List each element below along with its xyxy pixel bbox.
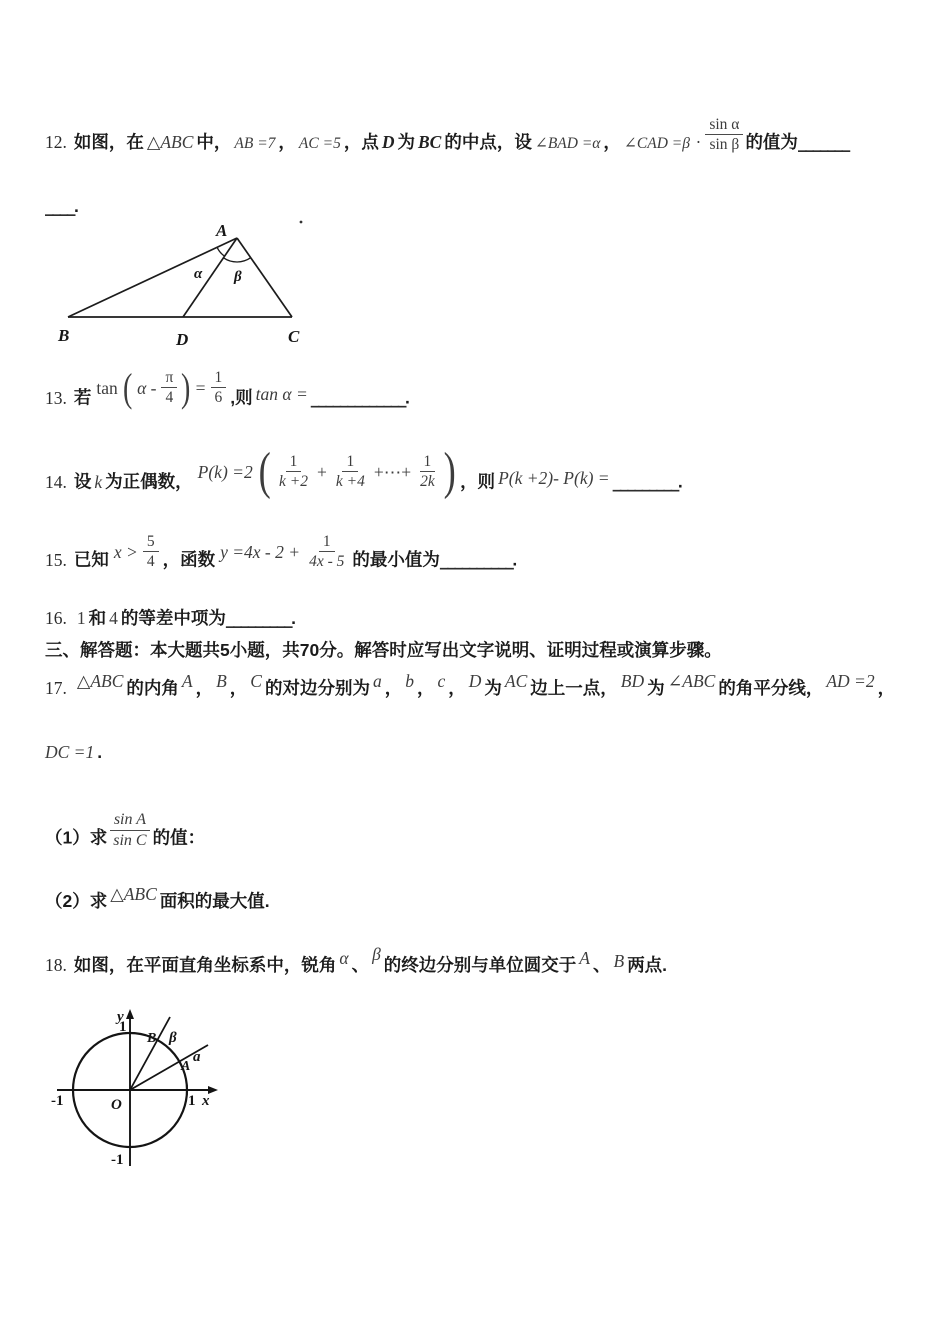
problem-18-line <box>45 944 668 977</box>
math-run: D <box>468 671 482 691</box>
tick-label-1-right: 1 <box>188 1093 196 1109</box>
text-run: . <box>74 196 79 216</box>
side-ab <box>68 238 237 317</box>
point-label-a: A <box>181 1059 191 1074</box>
fraction-denominator: k +4 <box>335 473 365 491</box>
x-axis-label: x <box>202 1093 210 1109</box>
angle-arc-alpha <box>217 247 225 256</box>
vertex-label-c: C <box>288 327 300 346</box>
math-run: k <box>94 471 103 492</box>
problem-number: 14. <box>45 471 67 492</box>
problem-17-line-1 <box>45 671 896 700</box>
text-run: 为 <box>397 132 415 153</box>
text-run: 的角平分线， <box>718 678 824 698</box>
formula-tan: tan ( α - $\frac{\pi}{4}$ ) = $\frac{1}{6}$ <box>93 369 228 406</box>
math-run: x > <box>113 541 138 562</box>
math-run: ∠CAD =β <box>623 135 690 153</box>
fraction-1-k2 <box>275 453 312 490</box>
angle-label-alpha: a <box>193 1049 201 1065</box>
fraction-numerator: π <box>161 369 177 388</box>
fraction-pi-4 <box>161 369 177 406</box>
math-run: a <box>372 671 382 691</box>
fraction-numerator: sin α <box>705 116 743 135</box>
formula-y <box>217 533 350 570</box>
math-run: AC <box>504 671 528 691</box>
fraction-sin-ratio <box>705 116 743 153</box>
text-run: 设 <box>73 471 92 492</box>
section-3-header <box>45 638 722 662</box>
text-run: ， <box>877 678 896 698</box>
fraction-1-6 <box>211 369 227 406</box>
text-run: . <box>677 471 683 492</box>
math-run: AC =5 <box>298 135 341 153</box>
math-run: ∠ABC <box>667 671 716 691</box>
text-run: 的等差中项为 <box>120 608 226 628</box>
text-run: 的对边分别为 <box>264 678 370 698</box>
text-run: 的最小值为 <box>352 549 440 570</box>
answer-blank: _________ <box>612 472 678 493</box>
math-run: △ABC <box>146 132 194 153</box>
text-run: 若 <box>73 387 92 408</box>
section-title: 三、解答题：本大题共5小题，共70分。解答时应写出文字说明、证明过程或演算步骤。 <box>45 640 722 660</box>
angle-label-beta: β <box>169 1030 177 1046</box>
fraction-numerator: 1 <box>211 369 227 388</box>
math-run: AD =2 <box>826 671 875 691</box>
math-run: α <box>339 948 349 968</box>
problem-17-part-1 <box>45 811 206 858</box>
math-run: D <box>381 132 395 153</box>
math-run: △ABC <box>110 884 157 904</box>
triangle-figure <box>50 214 322 350</box>
text-run: ，则 <box>460 471 496 492</box>
fraction-denominator: sin C <box>113 831 147 849</box>
text-run: 的终边分别与单位圆交于 <box>383 955 577 975</box>
text-run: ， <box>195 678 214 698</box>
text-run: . <box>97 742 103 762</box>
fraction-denominator: 4 <box>146 553 155 571</box>
text-run: 为正偶数， <box>105 471 193 492</box>
answer-blank: _________ <box>225 609 292 629</box>
math-run: 1 <box>76 608 86 628</box>
tick-label-neg1-left: -1 <box>51 1093 64 1109</box>
math-run: = <box>195 377 206 398</box>
text-run: 边上一点， <box>530 678 618 698</box>
point-label-b: B <box>147 1031 157 1046</box>
problem-number: 13. <box>45 387 67 408</box>
math-run: · <box>695 132 701 153</box>
math-run: ∠BAD =α <box>534 135 601 153</box>
math-run: +⋯+ <box>373 461 412 482</box>
text-run: 已知 <box>73 549 109 570</box>
math-run: y =4x - 2 + <box>220 541 301 562</box>
math-run: tan α = <box>255 383 308 404</box>
y-axis-arrow <box>126 1009 134 1019</box>
problem-15-line <box>45 533 518 578</box>
problem-number: 12. <box>45 132 67 153</box>
fraction-numerator: 1 <box>286 453 302 472</box>
text-run: ， <box>278 132 296 153</box>
math-run: 4 <box>109 608 118 628</box>
unit-circle-figure <box>45 1003 240 1173</box>
text-run: 和 <box>88 608 107 628</box>
tick-label-1-top: 1 <box>119 1019 127 1035</box>
fraction-numerator: 5 <box>143 533 159 552</box>
text-run: （2）求 <box>45 891 108 911</box>
fraction-denominator: 4x - 5 <box>309 553 345 571</box>
problem-12-line <box>45 116 849 162</box>
problem-number: 15. <box>45 549 67 570</box>
fraction-numerator: 1 <box>420 453 436 472</box>
text-run: 、 <box>351 955 370 975</box>
vertex-label-d: D <box>176 330 189 349</box>
math-run: DC =1 <box>45 742 95 762</box>
angle-label-alpha: α <box>194 266 203 282</box>
text-run: 的值为 <box>745 132 798 153</box>
math-run: b <box>405 671 414 691</box>
problem-14-line <box>45 442 683 500</box>
fraction-5-4 <box>143 533 159 570</box>
scan-dot <box>300 221 303 224</box>
math-run: △ABC <box>76 671 124 691</box>
text-run: . <box>405 387 410 408</box>
answer-blank: _____________ <box>310 388 405 409</box>
formula-pk: P(k) =2 ( $\frac{1}{k +2}$ + $\frac{1}{k +4}$ +⋯+ $\frac{1}{2k}$ ) <box>197 442 456 500</box>
text-run: . <box>512 549 518 570</box>
fraction-numerator: sin A <box>110 811 150 831</box>
text-run: ， <box>448 678 466 698</box>
text-run: ， <box>416 678 435 698</box>
text-run: 点 <box>361 132 379 153</box>
math-run: P(k +2)- P(k) = <box>498 467 610 488</box>
text-run: ，函数 <box>162 549 216 570</box>
fraction-1-2k <box>416 453 439 490</box>
fraction-denominator: 6 <box>214 389 223 407</box>
angle-arc-beta <box>224 258 251 262</box>
math-run: A <box>579 948 590 968</box>
formula-x-gt <box>111 533 161 570</box>
math-run: A <box>181 671 193 691</box>
text-run: ， <box>229 678 248 698</box>
math-run: AB =7 <box>234 135 276 153</box>
problem-13-line <box>45 364 410 416</box>
angle-label-beta: β <box>234 269 242 285</box>
text-run: 如图，在 <box>73 132 144 153</box>
math-run: BD <box>620 671 645 691</box>
math-run: B <box>613 951 625 971</box>
fraction-numerator: 1 <box>342 453 358 472</box>
math-run: tan <box>96 377 118 398</box>
fraction-1-k4 <box>332 453 369 490</box>
text-run: 面积的最大值. <box>159 891 270 911</box>
problem-17-part-2 <box>45 884 270 913</box>
answer-blank: _______ <box>797 133 849 154</box>
text-run: 两点. <box>627 955 668 975</box>
math-run: c <box>437 671 446 691</box>
problem-number: 17. <box>45 678 67 698</box>
problem-number: 16. <box>45 608 67 628</box>
text-run: ， <box>384 678 403 698</box>
problem-17-line-2 <box>45 740 102 764</box>
fraction-sinA-sinC <box>109 811 150 849</box>
math-run: + <box>317 461 327 482</box>
text-run: 为 <box>484 678 502 698</box>
math-run: α - <box>137 377 157 398</box>
math-run: BC <box>417 132 442 153</box>
text-run: （1）求 <box>45 827 108 848</box>
text-run: 的内角 <box>126 678 179 698</box>
fraction-denominator: 4 <box>165 389 174 407</box>
text-run: . <box>291 608 296 628</box>
problem-number: 18. <box>45 955 67 975</box>
fraction-denominator: 2k <box>420 473 435 491</box>
text-run: 的中点，设 <box>444 132 532 153</box>
text-run: 为 <box>647 678 665 698</box>
text-run: 的值： <box>152 827 206 848</box>
math-run: B <box>216 671 227 691</box>
math-run: β <box>372 944 381 964</box>
fraction-denominator: sin β <box>709 136 740 154</box>
math-run: C <box>250 671 262 691</box>
text-run: 如图，在平面直角坐标系中，锐角 <box>73 955 337 975</box>
vertex-label-b: B <box>58 326 70 345</box>
x-axis-arrow <box>208 1086 218 1094</box>
fraction-numerator: 1 <box>319 533 335 552</box>
answer-blank: __________ <box>439 550 513 571</box>
origin-label: O <box>111 1097 122 1113</box>
side-ac <box>237 238 292 317</box>
answer-blank: ____ <box>45 197 74 217</box>
text-run: ， <box>603 132 621 153</box>
fraction-1-4x5 <box>305 533 348 570</box>
fraction-denominator: k +2 <box>279 473 308 491</box>
y-axis-label: y <box>117 1009 124 1025</box>
vertex-label-a: A <box>216 221 228 240</box>
text-run: ,则 <box>230 387 253 408</box>
math-run: P(k) =2 <box>197 461 253 482</box>
problem-16-line <box>45 606 296 631</box>
text-run: ， <box>343 132 362 153</box>
tick-label-neg1-bottom: -1 <box>111 1152 124 1168</box>
text-run: 中， <box>196 132 232 153</box>
text-run: 、 <box>592 955 611 975</box>
